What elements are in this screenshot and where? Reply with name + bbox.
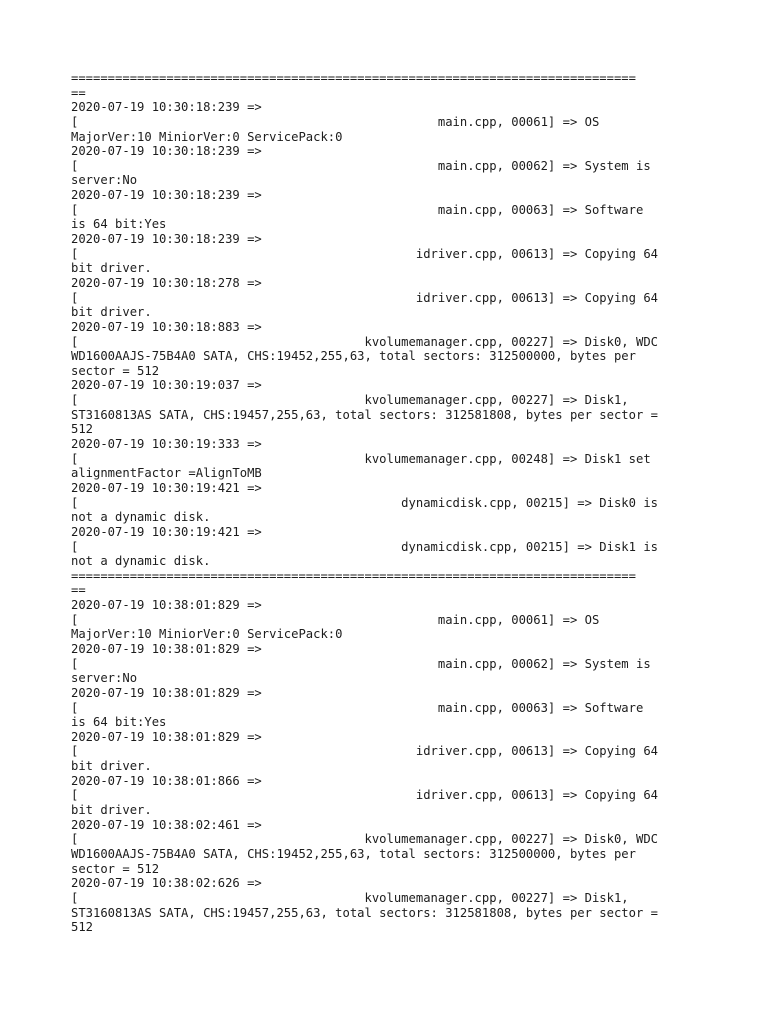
log-line: 2020-07-19 10:30:18:239 => [71,188,262,203]
log-line: [ idriver.cpp, 00613] => Copying 64 [71,246,658,261]
log-line: [ kvolumemanager.cpp, 00227] => Disk0, WDC [71,334,658,349]
log-line: sector = 512 [71,363,160,378]
log-line: is 64 bit:Yes [71,715,167,730]
log-line: 2020-07-19 10:30:19:037 => [71,378,262,393]
log-line: WD1600AAJS-75B4A0 SATA, CHS:19452,255,63, total sectors: 312500000, bytes per [71,846,636,861]
log-line: sector = 512 [71,861,160,876]
log-line: [ kvolumemanager.cpp, 00227] => Disk1, [71,890,629,905]
log-line: WD1600AAJS-75B4A0 SATA, CHS:19452,255,63, total sectors: 312500000, bytes per [71,349,636,364]
log-line: [ idriver.cpp, 00613] => Copying 64 [71,290,658,305]
log-line: 2020-07-19 10:38:01:829 => [71,641,262,656]
log-line: ST3160813AS SATA, CHS:19457,255,63, total sectors: 312581808, bytes per sector = [71,905,658,920]
log-line: server:No [71,671,138,686]
log-line: bit driver. [71,759,152,774]
log-line: not a dynamic disk. [71,554,211,569]
log-line: [ main.cpp, 00063] => Software [71,700,644,715]
log-line: MajorVer:10 MiniorVer:0 ServicePack:0 [71,129,343,144]
log-line: [ main.cpp, 00062] => System is [71,158,651,173]
log-line: [ idriver.cpp, 00613] => Copying 64 [71,744,658,759]
log-line: [ kvolumemanager.cpp, 00227] => Disk1, [71,393,629,408]
log-line: 2020-07-19 10:30:18:239 => [71,144,262,159]
log-line: 512 [71,920,94,935]
log-line: [ dynamicdisk.cpp, 00215] => Disk0 is [71,495,658,510]
log-line: 2020-07-19 10:30:19:421 => [71,480,262,495]
log-line: 2020-07-19 10:30:18:883 => [71,319,262,334]
log-line: bit driver. [71,803,152,818]
log-line: 2020-07-19 10:30:18:239 => [71,232,262,247]
log-line: [ kvolumemanager.cpp, 00227] => Disk0, WDC [71,832,658,847]
log-line: [ kvolumemanager.cpp, 00248] => Disk1 set [71,451,651,466]
log-line: 2020-07-19 10:30:18:278 => [71,275,262,290]
log-line: [ idriver.cpp, 00613] => Copying 64 [71,788,658,803]
log-line: 2020-07-19 10:38:01:829 => [71,685,262,700]
log-line: [ main.cpp, 00061] => OS [71,114,600,129]
log-line: bit driver. [71,305,152,320]
log-line: ============================================================================= [71,71,636,85]
log-line: bit driver. [71,261,152,276]
log-line: [ main.cpp, 00062] => System is [71,656,651,671]
log-line: [ dynamicdisk.cpp, 00215] => Disk1 is [71,539,658,554]
log-line: 512 [71,422,94,437]
log-line: == [71,583,86,598]
log-line: is 64 bit:Yes [71,217,167,232]
log-line: == [71,85,86,100]
log-line: 2020-07-19 10:38:01:829 => [71,598,262,613]
log-line: [ main.cpp, 00061] => OS [71,612,600,627]
log-line: MajorVer:10 MiniorVer:0 ServicePack:0 [71,627,343,642]
log-line: 2020-07-19 10:38:01:866 => [71,773,262,788]
log-line: 2020-07-19 10:30:19:333 => [71,437,262,452]
log-line: [ main.cpp, 00063] => Software [71,202,644,217]
log-line: ============================================================================= [71,568,636,583]
log-line: 2020-07-19 10:30:19:421 => [71,524,262,539]
log-line: not a dynamic disk. [71,510,211,525]
log-document [71,71,711,935]
log-line: 2020-07-19 10:38:01:829 => [71,729,262,744]
log-line: ST3160813AS SATA, CHS:19457,255,63, total sectors: 312581808, bytes per sector = [71,407,658,422]
log-line: 2020-07-19 10:38:02:626 => [71,876,262,891]
log-body [71,71,711,935]
log-line: alignmentFactor =AlignToMB [71,466,262,481]
log-line: server:No [71,173,138,188]
log-line: 2020-07-19 10:38:02:461 => [71,817,262,832]
log-line: 2020-07-19 10:30:18:239 => [71,100,262,115]
